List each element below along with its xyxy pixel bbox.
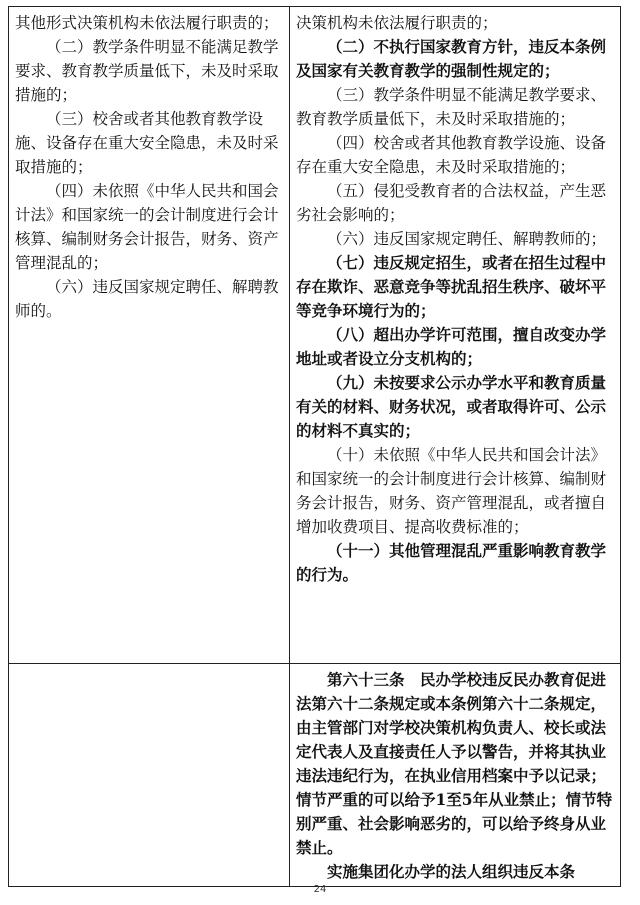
paragraph: （二）教学条件明显不能满足教学要求、教育教学质量低下，未及时采取措施的； bbox=[15, 38, 279, 104]
paragraph: 决策机构未依法履行职责的； bbox=[296, 14, 498, 32]
paragraph: （九）未按要求公示办学水平和教育质量有关的材料、财务状况，或者取得许可、公示的材料不真实的； bbox=[296, 373, 607, 440]
paragraph: （十一）其他管理混乱严重影响教育教学的行为。 bbox=[296, 541, 607, 584]
paragraph: （五）侵犯受教育者的合法权益，产生恶劣社会影响的； bbox=[296, 182, 607, 224]
paragraph: 其他形式决策机构未依法履行职责的； bbox=[15, 14, 279, 32]
table-row bbox=[9, 7, 621, 664]
left-cell bbox=[9, 664, 290, 887]
paragraph: （四）未依照《中华人民共和国会计法》和国家统一的会计制度进行会计核算、编制财务会计报告，财务、资产管理混乱的； bbox=[15, 182, 279, 272]
comparison-table bbox=[8, 6, 621, 887]
paragraph: （三）教学条件明显不能满足教学要求、教育教学质量低下，未及时采取措施的； bbox=[296, 86, 607, 128]
paragraph: 实施集团化办学的法人组织违反本条 bbox=[327, 862, 576, 881]
right-cell bbox=[290, 664, 621, 887]
paragraph: （三）校舍或者其他教育教学设施、设备存在重大安全隐患，未及时采取措施的； bbox=[15, 110, 279, 176]
paragraph: （七）违反规定招生，或者在招生过程中存在欺诈、恶意竞争等扰乱招生秩序、破坏平等竞争环境行为的； bbox=[296, 253, 607, 320]
paragraph: （十）未依照《中华人民共和国会计法》和国家统一的会计制度进行会计核算、编制财务会计报告，财务、资产管理混乱，或者擅自增加收费项目、提高收费标准的； bbox=[296, 446, 607, 536]
left-cell bbox=[9, 7, 290, 664]
right-cell bbox=[290, 7, 621, 664]
paragraph: （六）违反国家规定聘任、解聘教师的。 bbox=[15, 278, 279, 320]
paragraph: （六）违反国家规定聘任、解聘教师的； bbox=[327, 230, 607, 248]
paragraph: （四）校舍或者其他教育教学设施、设备存在重大安全隐患，未及时采取措施的； bbox=[296, 134, 607, 176]
paragraph: （八）超出办学许可范围，擅自改变办学地址或者设立分支机构的； bbox=[296, 325, 607, 368]
paragraph: （二）不执行国家教育方针，违反本条例及国家有关教育教学的强制性规定的； bbox=[296, 37, 607, 80]
paragraph: 第六十三条 民办学校违反民办教育促进法第六十二条规定或本条例第六十二条规定，由主管部门对学校决策机构负责人、校长或法定代表人及直接责任人予以警告，并将其执业违法违纪行为，在执业信用档案中予以记录；情节严重的可以给予1至5年从业禁止；情节特别严重、社会影响恶劣的，可以给予终身从业禁止。 bbox=[296, 670, 613, 857]
table-row bbox=[9, 664, 621, 887]
page-number: 24 bbox=[313, 884, 327, 895]
